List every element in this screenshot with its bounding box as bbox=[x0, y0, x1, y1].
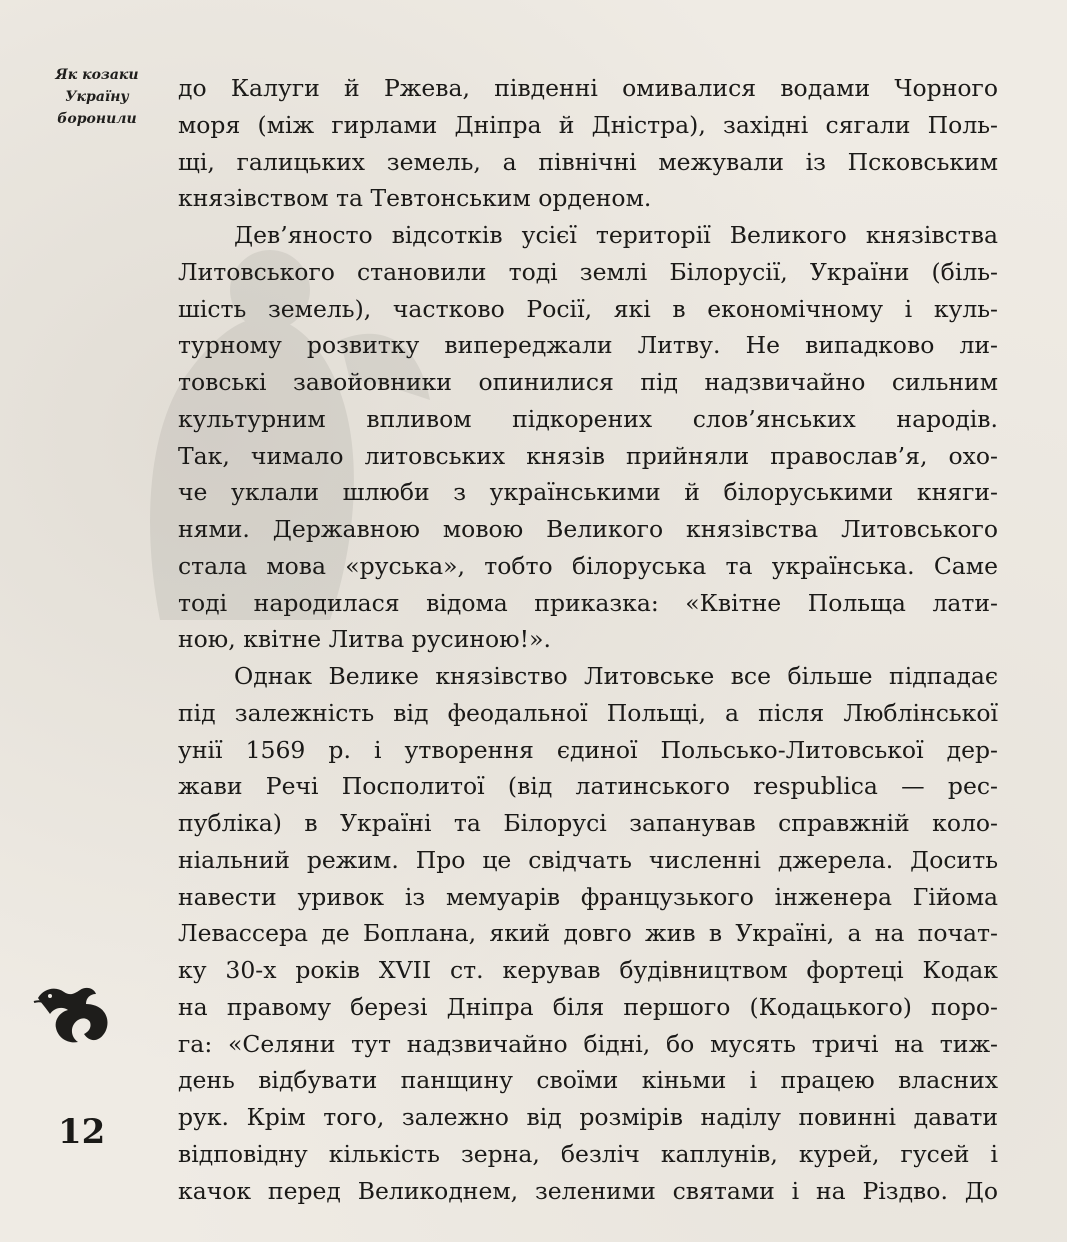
text-line: ніальний режим. Про це свідчать численні джерела. Досить bbox=[178, 845, 998, 874]
text-line: стала мова «руська», тобто білоруська та українська. Саме bbox=[178, 551, 998, 580]
text-line: Дев’яносто відсотків усієї території Великого князівства bbox=[234, 221, 998, 249]
text-line: рук. Крім того, залежно від розмірів наділу повинні давати bbox=[178, 1103, 998, 1131]
text-line: навести уривок із мемуарів французького інженера Гійома bbox=[178, 882, 998, 911]
text-line: Однак Велике князівство Литовське все більше підпадає bbox=[234, 662, 998, 690]
text-line: відповідну кількість зерна, безліч каплунів, курей, гусей і bbox=[178, 1139, 998, 1168]
text-line: унії 1569 р. і утворення єдиної Польсько-Литовської дер- bbox=[178, 735, 998, 764]
text-line: князівством та Тевтонським орденом. bbox=[178, 184, 652, 213]
text-line: щі, галицьких земель, а північні межували із Псковським bbox=[178, 147, 998, 176]
text-line: турному розвитку випереджали Литву. Не випадково ли- bbox=[178, 331, 998, 360]
text-line: жави Речі Посполитої (від латинського respublica — рес- bbox=[178, 772, 998, 801]
text-line: че уклали шлюби з українськими й білоруськими княги- bbox=[178, 478, 998, 507]
text-line: тоді народилася відома приказка: «Квітне Польща лати- bbox=[178, 588, 998, 617]
text-line: на правому березі Дніпра біля першого (Кодацького) поро- bbox=[178, 992, 998, 1021]
text-line: Так, чимало литовських князів прийняли православ’я, охо- bbox=[178, 441, 998, 470]
text-line: до Калуги й Ржева, південні омивалися водами Чорного bbox=[178, 74, 998, 102]
text-line: під залежність від феодальної Польщі, а після Люблінської bbox=[178, 698, 998, 727]
running-head bbox=[38, 64, 156, 130]
text-line: публіка) в Україні та Білорусі запанував справжній коло- bbox=[178, 809, 998, 837]
running-head-line: боронили bbox=[57, 111, 137, 127]
main-text bbox=[178, 70, 998, 1209]
text-line: ку 30-х років XVII ст. керував будівництвом фортеці Кодак bbox=[178, 956, 998, 984]
text-line: нями. Державною мовою Великого князівства Литовського bbox=[178, 515, 998, 543]
text-line: ною, квітне Литва русиною!». bbox=[178, 625, 551, 654]
text-line: культурним впливом підкорених слов’янських народів. bbox=[178, 404, 998, 433]
running-head-line: Україну bbox=[65, 89, 129, 105]
page-number: 12 bbox=[58, 1112, 106, 1152]
dragon-ornament-icon bbox=[30, 980, 120, 1050]
text-line: Литовського становили тоді землі Білорусії, України (біль- bbox=[178, 257, 998, 286]
text-line: га: «Селяни тут надзвичайно бідні, бо мусять тричі на тиж- bbox=[178, 1029, 998, 1058]
text-line: качок перед Великоднем, зеленими святами і на Різдво. До bbox=[178, 1176, 998, 1205]
text-line: день відбувати панщину своїми кіньми і працею власних bbox=[178, 1066, 998, 1095]
text-line: Левассера де Боплана, який довго жив в Україні, а на почат- bbox=[178, 919, 998, 948]
text-line: товські завойовники опинилися під надзвичайно сильним bbox=[178, 368, 998, 396]
running-head-line: Як козаки bbox=[55, 67, 139, 83]
text-line: шість земель), частково Росії, які в економічному і куль- bbox=[178, 294, 998, 323]
text-line: моря (між гирлами Дніпра й Дністра), західні сягали Поль- bbox=[178, 110, 998, 139]
